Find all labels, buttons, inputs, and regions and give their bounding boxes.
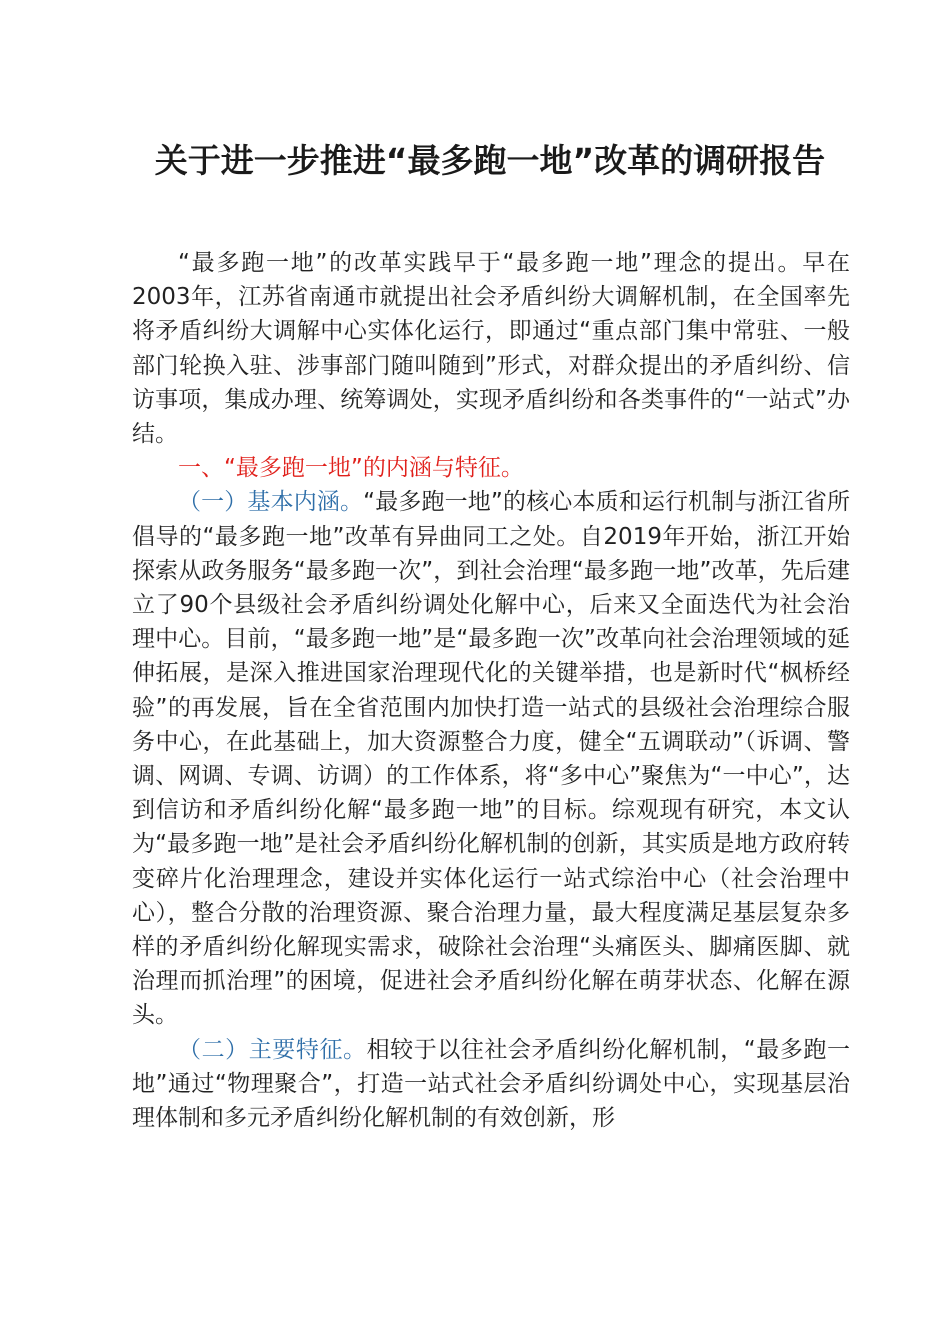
subsection-heading-main-features: （二）主要特征。 <box>178 1036 367 1063</box>
document-body <box>132 246 850 1135</box>
main-features-text: 相较于以往社会矛盾纠纷化解机制，“最多跑一地”通过“物理聚合”，打造一站式社会矛盾纠纷调处中心，实现基层治理体制和多元矛盾纠纷化解机制的有效创新，形 <box>132 1036 850 1132</box>
subsection-heading-basic-meaning: （一）基本内涵。 <box>178 489 364 516</box>
main-features-paragraph <box>132 1033 850 1136</box>
intro-paragraph: “最多跑一地”的改革实践早于“最多跑一地”理念的提出。早在2003年，江苏省南通市就提出社会矛盾纠纷大调解机制，在全国率先将矛盾纠纷大调解中心实体化运行，即通过“重点部门集中常驻、一般部门轮换入驻、涉事部门随叫随到”形式，对群众提出的矛盾纠纷、信访事项，集成办理、统筹调处，实现矛盾纠纷和各类事件的“一站式”办结。 <box>132 250 850 448</box>
document-title: 关于进一步推进“最多跑一地”改革的调研报告 <box>154 141 826 180</box>
section-heading: 一、“最多跑一地”的内涵与特征。 <box>178 455 524 482</box>
basic-meaning-text: “最多跑一地”的核心本质和运行机制与浙江省所倡导的“最多跑一地”改革有异曲同工之处。自2019年开始，浙江开始探索从政务服务“最多跑一次”，到社会治理“最多跑一地”改革，先后建立了90个县级社会矛盾纠纷调处化解中心，后来又全面迭代为社会治理中心。目前，“最多跑一地”是“最多跑一次”改革向社会治理领域的延伸拓展，是深入推进国家治理现代化的关键举措，也是新时代“枫桥经验”的再发展，旨在全省范围内加快打造一站式的县级社会治理综合服务中心，在此基础上，加大资源整合力度，健全“五调联动”（诉调、警调、网调、专调、访调）的工作体系，将“多中心”聚焦为“一中心”，达到信访和矛盾纠纷化解“最多跑一地”的目标。综观现有研究，本文认为“最多跑一地”是社会矛盾纠纷化解机制的创新，其实质是地方政府转变碎片化治理理念，建设并实体化运行一站式综治中心（社会治理中心），整合分散的治理资源、聚合治理力量，最大程度满足基层复杂多样的矛盾纠纷化解现实需求，破除社会治理“头痛医头、脚痛医脚、就治理而抓治理”的困境，促进社会矛盾纠纷化解在萌芽状态、化解在源头。 <box>132 489 850 1029</box>
basic-meaning-paragraph <box>132 485 850 1032</box>
